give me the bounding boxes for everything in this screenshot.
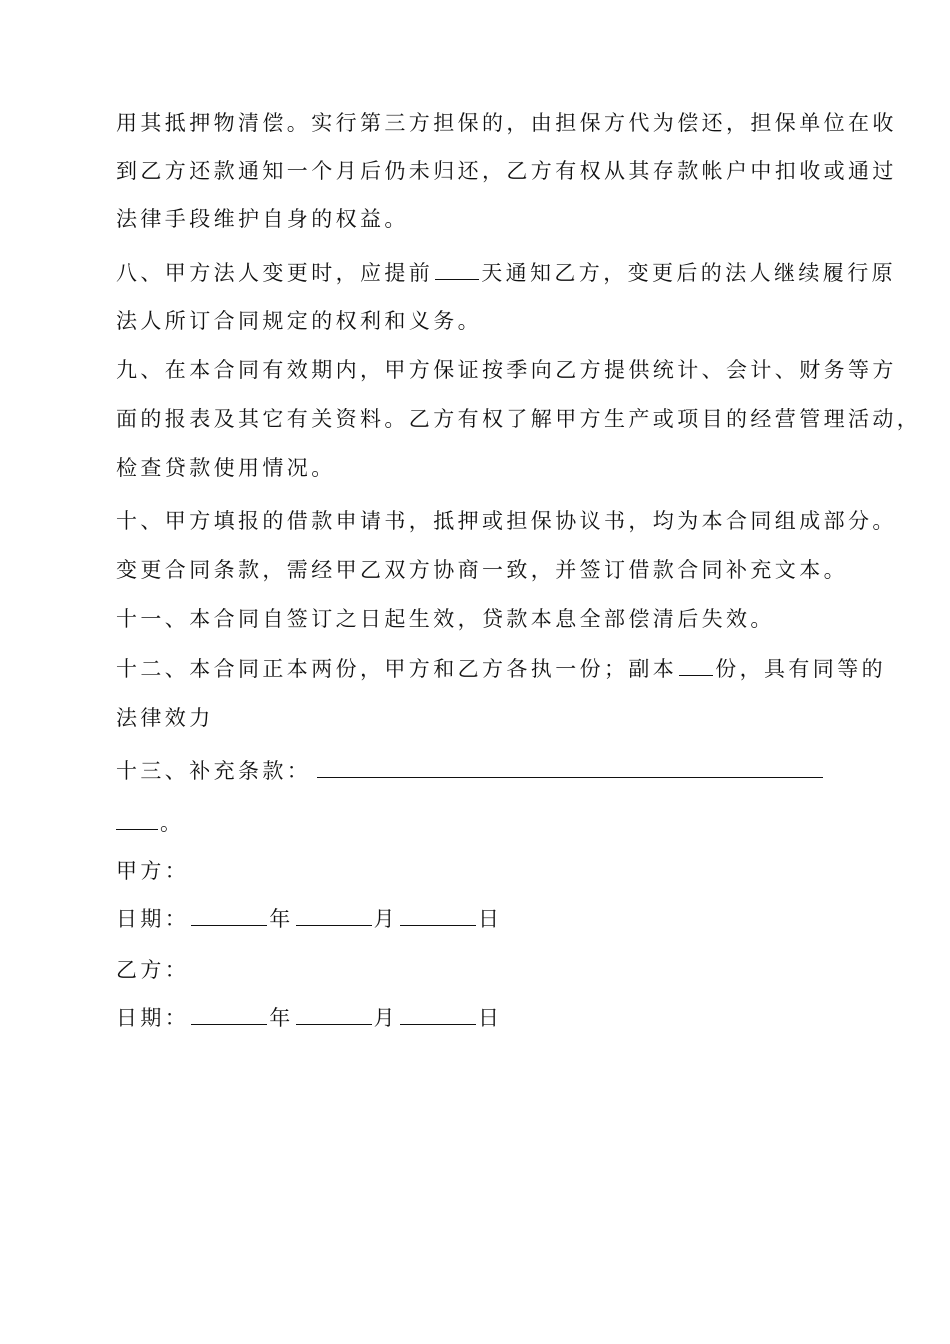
day-label: 日 — [478, 907, 503, 931]
date-label: 日期： — [116, 1006, 190, 1030]
party-a-date-line — [116, 904, 502, 934]
party-b-date-line — [116, 1003, 502, 1033]
month-blank — [296, 1005, 372, 1025]
clause-12-line — [116, 654, 886, 684]
clause-8-before: 八、甲方法人变更时，应提前 — [116, 261, 434, 285]
text-line: 十、甲方填报的借款申请书，抵押或担保协议书，均为本合同组成部分。 — [116, 509, 897, 533]
month-blank — [296, 906, 372, 926]
day-blank — [400, 1005, 476, 1025]
month-label: 月 — [373, 1006, 399, 1030]
clause-13-end: 。 — [160, 811, 185, 835]
date-label: 日期： — [116, 907, 190, 931]
day-label: 日 — [478, 1006, 503, 1030]
text-line: 法律手段维护自身的权益。 — [116, 207, 409, 231]
text-line: 法人所订合同规定的权利和义务。 — [116, 309, 482, 333]
text-line: 十一、本合同自签订之日起生效，贷款本息全部偿清后失效。 — [116, 607, 775, 631]
copies-blank — [679, 656, 713, 676]
clause-8-line — [116, 258, 896, 288]
clause-12-after: 份，具有同等的 — [715, 657, 887, 681]
year-label: 年 — [269, 1006, 294, 1030]
year-label: 年 — [269, 907, 294, 931]
clause-13-cont-line — [116, 808, 184, 838]
year-blank — [191, 906, 267, 926]
year-blank — [191, 1005, 267, 1025]
days-blank — [435, 260, 479, 280]
clause-8-after: 天通知乙方，变更后的法人继续履行原 — [481, 261, 897, 285]
text-line: 法律效力 — [116, 706, 214, 730]
clause-12-before: 十二、本合同正本两份，甲方和乙方各执一份；副本 — [116, 657, 678, 681]
day-blank — [400, 906, 476, 926]
supplementary-blank-cont — [116, 810, 158, 830]
text-line: 面的报表及其它有关资料。乙方有权了解甲方生产或项目的经营管理活动， — [116, 407, 922, 431]
text-line: 九、在本合同有效期内，甲方保证按季向乙方提供统计、会计、财务等方 — [116, 358, 897, 382]
text-line: 变更合同条款，需经甲乙双方协商一致，并签订借款合同补充文本。 — [116, 558, 848, 582]
party-a-label: 甲方： — [116, 859, 190, 883]
clause-13-line — [116, 756, 825, 786]
text-line: 到乙方还款通知一个月后仍未归还，乙方有权从其存款帐户中扣收或通过 — [116, 159, 897, 183]
text-line: 检查贷款使用情况。 — [116, 456, 336, 480]
party-b-label: 乙方： — [116, 958, 190, 982]
text-line: 用其抵押物清偿。实行第三方担保的，由担保方代为偿还，担保单位在收 — [116, 111, 897, 135]
month-label: 月 — [373, 907, 399, 931]
supplementary-blank — [317, 758, 823, 778]
clause-13-label: 十三、补充条款： — [116, 759, 312, 783]
